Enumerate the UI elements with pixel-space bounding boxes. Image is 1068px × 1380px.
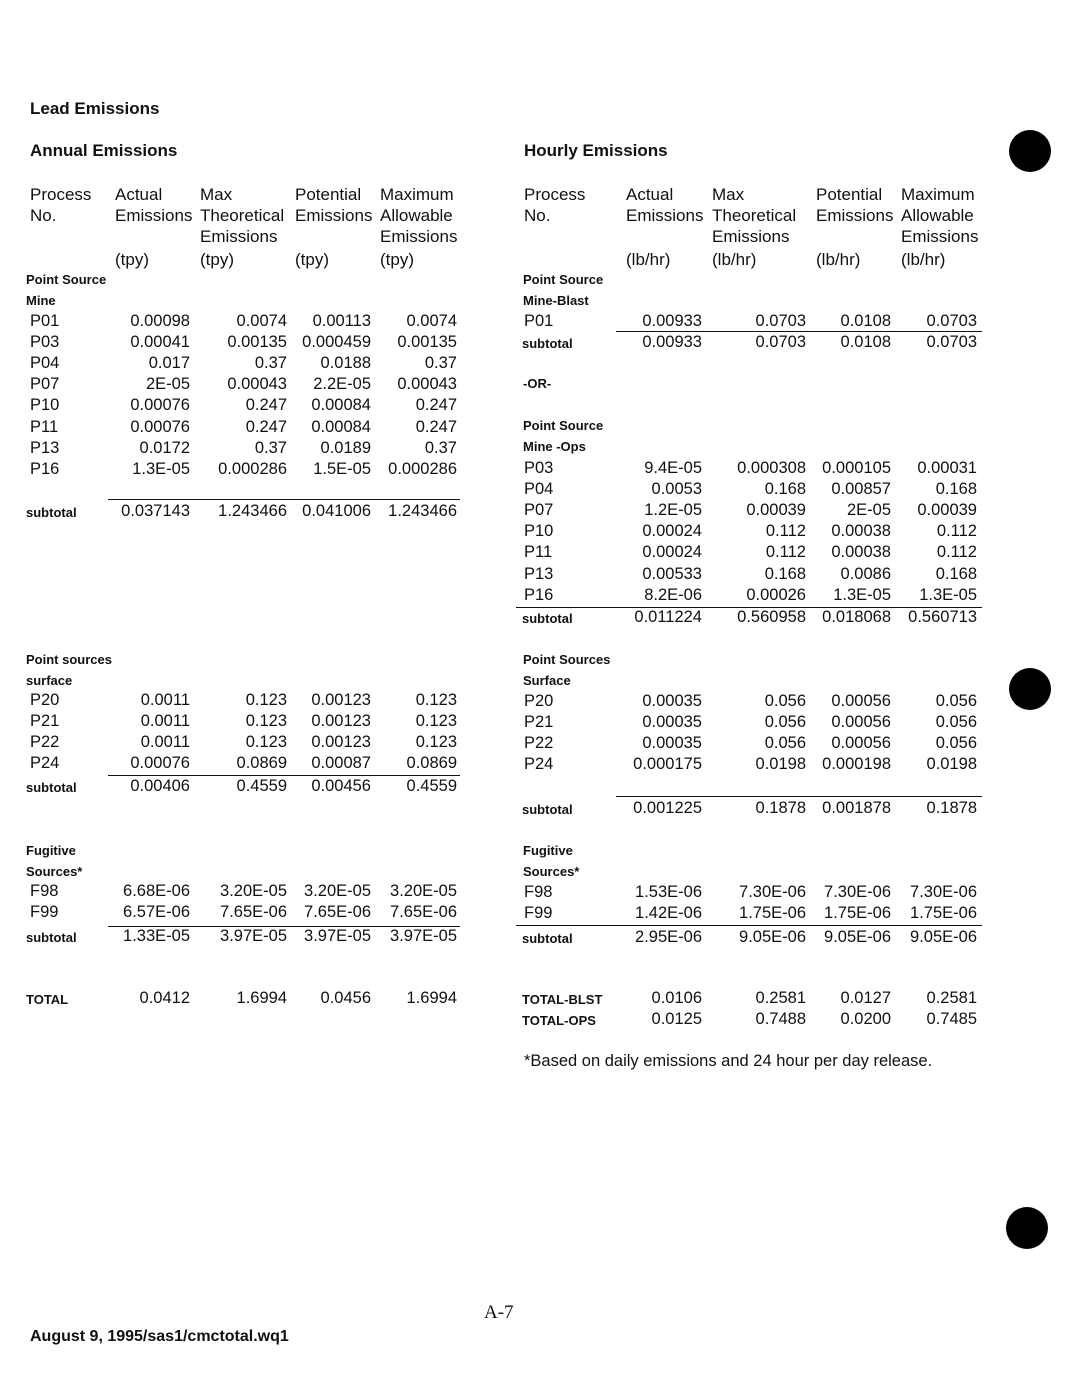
hourly-subtotal-value: 0.1878: [926, 799, 977, 817]
annual-header-col0-line0: Process: [30, 185, 92, 204]
hourly-header-col2-line1: Theoretical: [712, 206, 797, 225]
page-number: A-7: [484, 1302, 514, 1323]
hourly-subtotal-value: 0.0108: [840, 333, 891, 351]
hourly-row-id: P13: [524, 564, 554, 583]
hourly-row-value: 0.00038: [831, 522, 891, 541]
annual-header-col3-line3: (tpy): [295, 250, 329, 269]
page-title: Lead Emissions: [30, 99, 160, 118]
hourly-total-id: TOTAL-BLST: [522, 992, 603, 1007]
annual-row-value: 2.2E-05: [313, 375, 371, 394]
hourly-row-value: 0.112: [765, 543, 806, 562]
hourly-group-label: Mine-Blast: [523, 293, 589, 308]
hourly-header-col4-line1: Allowable: [901, 206, 974, 225]
annual-row-value: 1.5E-05: [313, 459, 371, 478]
hourly-header-col0-line0: Process: [524, 185, 586, 204]
annual-total-value: 0.0456: [320, 989, 371, 1007]
annual-subtotal-value: 0.00406: [130, 777, 190, 795]
annual-row-value: 0.0011: [140, 733, 190, 752]
hourly-heading: Hourly Emissions: [524, 141, 668, 160]
annual-row-value: 7.65E-06: [304, 903, 371, 922]
annual-total-id: TOTAL: [26, 992, 69, 1007]
hourly-total-value: 0.0106: [651, 989, 702, 1007]
annual-row-value: 0.247: [415, 396, 457, 415]
hourly-total-value: 0.2581: [755, 989, 806, 1007]
annual-header-col1-line0: Actual: [115, 185, 163, 204]
annual-header-col4-line1: Allowable: [380, 206, 453, 225]
hourly-header-col3-line3: (lb/hr): [816, 250, 861, 269]
hourly-header-col1-line0: Actual: [626, 185, 674, 204]
hourly-subtotal-value: 0.0703: [755, 333, 806, 351]
hourly-row-value: 0.000198: [822, 755, 891, 774]
hourly-row-value: 0.112: [936, 543, 977, 562]
annual-row-value: 0.247: [245, 417, 287, 436]
annual-row-value: 3.20E-05: [220, 882, 287, 900]
hourly-row-value: 1.75E-06: [739, 904, 806, 923]
annual-total-value: 0.0412: [139, 989, 190, 1007]
annual-row-id: P22: [30, 733, 60, 752]
hourly-subtotal-value: 9.05E-06: [824, 928, 891, 946]
annual-row-id: P04: [30, 354, 60, 373]
hourly-header-col0-line1: No.: [524, 206, 551, 225]
hourly-header-col3-line1: Emissions: [816, 206, 894, 225]
annual-row-value: 0.0011: [140, 691, 190, 709]
annual-group-label: Mine: [26, 293, 56, 308]
hourly-total-value: 0.0200: [840, 1010, 891, 1028]
annual-subtotal-id: subtotal: [26, 505, 77, 520]
hourly-header-col1-line1: Emissions: [626, 206, 704, 225]
annual-row-value: 0.37: [424, 354, 457, 373]
hourly-row-value: 1.53E-06: [635, 883, 702, 901]
hourly-row-id: P16: [524, 585, 554, 604]
footnote: *Based on daily emissions and 24 hour per day release.: [524, 1052, 933, 1070]
hourly-row-value: 7.30E-06: [739, 883, 806, 901]
annual-row-value: 1.3E-05: [132, 459, 190, 478]
annual-group-label: surface: [26, 673, 73, 688]
annual-row-value: 0.123: [245, 691, 287, 709]
hourly-row-id: P24: [524, 755, 554, 774]
hourly-subtotal-rule: [616, 331, 982, 332]
hourly-subtotal-value: 0.0703: [926, 333, 977, 351]
hourly-header-col4-line2: Emissions: [901, 227, 979, 246]
annual-subtotal-value: 0.4559: [236, 777, 287, 795]
annual-row-value: 0.00098: [130, 312, 190, 330]
hourly-row-value: 0.00056: [831, 734, 891, 753]
annual-row-value: 0.0869: [406, 754, 457, 773]
hourly-total-value: 0.0127: [840, 989, 891, 1007]
binder-hole: [1009, 668, 1051, 710]
hourly-total-value: 0.7485: [926, 1010, 977, 1028]
annual-row-value: 0.00123: [311, 691, 371, 709]
annual-row-value: 0.0172: [139, 438, 190, 457]
hourly-subtotal-value: 9.05E-06: [739, 928, 806, 946]
hourly-subtotal-value: 0.560958: [737, 608, 806, 626]
annual-subtotal-id: subtotal: [26, 930, 77, 945]
annual-header-col2-line0: Max: [200, 185, 233, 204]
hourly-header-col2-line0: Max: [712, 185, 745, 204]
annual-row-value: 0.00084: [311, 396, 371, 415]
annual-row-value: 0.247: [245, 396, 287, 415]
hourly-subtotal-id: subtotal: [522, 336, 573, 351]
hourly-group-label: Point Source: [523, 418, 604, 433]
annual-row-value: 0.00135: [227, 333, 287, 352]
hourly-subtotal-id: subtotal: [522, 802, 573, 817]
hourly-subtotal-rule: [516, 925, 982, 926]
hourly-subtotal-value: 0.011224: [634, 608, 702, 626]
hourly-total-value: 0.0125: [651, 1010, 702, 1028]
hourly-row-value: 0.00533: [642, 564, 702, 583]
hourly-row-value: 2E-05: [846, 501, 891, 520]
annual-row-value: 0.0011: [140, 712, 190, 731]
hourly-row-value: 0.168: [935, 564, 977, 583]
annual-row-value: 0.0188: [320, 354, 371, 373]
annual-row-id: P21: [30, 712, 60, 731]
annual-subtotal-value: 3.97E-05: [220, 927, 287, 945]
annual-row-value: 0.00076: [130, 417, 190, 436]
hourly-row-value: 0.00031: [917, 459, 977, 477]
annual-row-value: 3.20E-05: [390, 882, 457, 900]
hourly-row-id: P01: [524, 312, 554, 330]
annual-row-value: 0.00041: [130, 333, 190, 352]
hourly-subtotal-value: 0.018068: [822, 608, 891, 626]
hourly-group-label: Point Sources: [523, 652, 611, 667]
hourly-row-value: 0.00035: [642, 692, 702, 710]
hourly-row-value: 0.00024: [642, 543, 702, 562]
footer-file-reference: August 9, 1995/sas1/cmctotal.wq1: [30, 1328, 289, 1345]
hourly-row-value: 0.000308: [737, 459, 806, 477]
annual-header-col2-line2: Emissions: [200, 227, 278, 246]
annual-header-col4-line0: Maximum: [380, 185, 454, 204]
hourly-subtotal-value: 0.001878: [822, 799, 891, 817]
hourly-row-value: 1.75E-06: [910, 904, 977, 923]
annual-row-value: 0.000459: [302, 333, 371, 352]
hourly-row-value: 0.0198: [755, 755, 806, 774]
annual-subtotal-value: 0.00456: [311, 777, 371, 795]
hourly-row-id: P11: [524, 543, 553, 562]
annual-row-value: 0.00113: [312, 312, 371, 330]
annual-row-value: 0.37: [254, 354, 287, 373]
annual-row-value: 7.65E-06: [390, 903, 457, 922]
hourly-row-value: 0.0086: [840, 564, 891, 583]
annual-row-id: F98: [30, 882, 59, 900]
annual-subtotal-value: 1.243466: [218, 502, 287, 520]
binder-hole: [1009, 130, 1051, 172]
annual-row-value: 0.000286: [218, 459, 287, 478]
hourly-row-id: F98: [524, 883, 553, 901]
hourly-row-value: 0.00056: [831, 692, 891, 710]
hourly-row-value: 0.00933: [642, 312, 702, 330]
hourly-row-value: 0.168: [764, 564, 806, 583]
annual-subtotal-value: 3.97E-05: [304, 927, 371, 945]
hourly-row-value: 0.056: [764, 713, 806, 732]
annual-subtotal-value: 0.041006: [302, 502, 371, 520]
annual-row-id: P01: [30, 312, 60, 330]
hourly-row-value: 0.00035: [642, 713, 702, 732]
annual-row-value: 6.68E-06: [123, 882, 190, 900]
hourly-row-value: 0.056: [935, 734, 977, 753]
hourly-row-value: 7.30E-06: [910, 883, 977, 901]
annual-header-col2-line1: Theoretical: [200, 206, 285, 225]
hourly-header-col2-line3: (lb/hr): [712, 250, 757, 269]
hourly-row-value: 0.112: [765, 522, 806, 541]
annual-row-value: 7.65E-06: [220, 903, 287, 922]
annual-group-label: Point Source: [26, 272, 107, 287]
annual-total-value: 1.6994: [236, 989, 287, 1007]
annual-row-value: 0.0189: [320, 438, 371, 457]
annual-row-value: 0.00076: [130, 754, 190, 773]
hourly-row-value: 1.3E-05: [833, 585, 891, 604]
hourly-row-value: 0.00026: [746, 585, 806, 604]
hourly-row-value: 9.4E-05: [644, 459, 702, 477]
hourly-row-value: 0.112: [936, 522, 977, 541]
annual-row-id: P16: [30, 459, 60, 478]
annual-header-col1-line3: (tpy): [115, 250, 149, 269]
annual-row-value: 0.123: [415, 712, 457, 731]
annual-header-col3-line1: Emissions: [295, 206, 373, 225]
annual-row-value: 6.57E-06: [123, 903, 190, 922]
annual-row-value: 0.00084: [311, 417, 371, 436]
binder-hole: [1006, 1207, 1048, 1249]
annual-group-label: Sources*: [26, 864, 83, 879]
annual-row-value: 0.247: [415, 417, 457, 436]
hourly-subtotal-value: 0.00933: [642, 333, 702, 351]
hourly-group-label: -OR-: [523, 376, 552, 391]
hourly-group-label: Point Source: [523, 272, 604, 287]
hourly-subtotal-rule: [616, 796, 982, 797]
annual-row-value: 0.00087: [311, 754, 371, 773]
annual-row-id: P20: [30, 691, 60, 709]
annual-row-value: 0.37: [254, 438, 287, 457]
annual-row-id: P11: [30, 417, 59, 436]
annual-row-id: P10: [30, 396, 60, 415]
annual-row-id: P07: [30, 375, 60, 394]
hourly-row-value: 0.00857: [831, 480, 891, 499]
annual-row-value: 2E-05: [145, 375, 190, 394]
hourly-row-value: 0.00056: [831, 713, 891, 732]
annual-subtotal-id: subtotal: [26, 780, 77, 795]
hourly-header-col4-line3: (lb/hr): [901, 250, 946, 269]
hourly-row-value: 1.75E-06: [824, 904, 891, 923]
hourly-total-id: TOTAL-OPS: [522, 1013, 596, 1028]
annual-row-value: 0.00043: [397, 375, 457, 394]
hourly-row-value: 0.000105: [822, 459, 891, 477]
hourly-row-id: P07: [524, 501, 554, 520]
annual-row-value: 0.00043: [227, 375, 287, 394]
hourly-row-id: P21: [524, 713, 554, 732]
hourly-row-id: P04: [524, 480, 554, 499]
hourly-row-value: 0.00024: [642, 522, 702, 541]
hourly-row-id: P22: [524, 734, 554, 753]
annual-subtotal-value: 3.97E-05: [390, 927, 457, 945]
annual-subtotal-value: 1.243466: [388, 502, 457, 520]
hourly-row-value: 0.056: [764, 692, 806, 710]
annual-header-col4-line2: Emissions: [380, 227, 458, 246]
annual-subtotal-rule: [108, 499, 460, 500]
annual-row-id: P03: [30, 333, 60, 352]
hourly-header-col1-line3: (lb/hr): [626, 250, 671, 269]
annual-row-value: 0.37: [424, 438, 457, 457]
annual-row-value: 0.0869: [236, 754, 287, 773]
annual-row-value: 0.123: [245, 733, 287, 752]
hourly-subtotal-value: 0.1878: [755, 799, 806, 817]
hourly-row-value: 0.000175: [633, 755, 702, 774]
hourly-subtotal-value: 0.560713: [908, 608, 977, 626]
hourly-row-value: 1.42E-06: [635, 904, 702, 923]
annual-header-col1-line1: Emissions: [115, 206, 193, 225]
annual-group-label: Point sources: [26, 652, 112, 667]
annual-row-value: 0.000286: [388, 459, 457, 478]
annual-header-col3-line0: Potential: [295, 185, 362, 204]
annual-row-value: 0.00123: [311, 712, 371, 731]
annual-subtotal-value: 0.037143: [121, 502, 190, 520]
annual-subtotal-value: 1.33E-05: [123, 927, 190, 945]
hourly-total-value: 0.2581: [926, 989, 977, 1007]
hourly-group-label: Mine -Ops: [523, 439, 586, 454]
hourly-row-value: 0.00039: [917, 501, 977, 520]
annual-row-value: 0.123: [245, 712, 287, 731]
hourly-row-value: 0.056: [764, 734, 806, 753]
annual-row-value: 0.00076: [130, 396, 190, 415]
annual-subtotal-value: 0.4559: [406, 777, 457, 795]
hourly-row-value: 0.0703: [755, 312, 806, 330]
hourly-row-value: 1.2E-05: [644, 501, 702, 520]
hourly-row-value: 0.0703: [926, 312, 977, 330]
annual-group-label: Fugitive: [26, 843, 76, 858]
hourly-row-value: 1.3E-05: [919, 585, 977, 604]
annual-row-value: 0.0074: [406, 312, 457, 330]
hourly-row-value: 0.168: [935, 480, 977, 499]
annual-row-value: 0.017: [148, 354, 190, 373]
hourly-row-value: 0.056: [935, 692, 977, 710]
annual-heading: Annual Emissions: [30, 141, 178, 160]
hourly-subtotal-value: 2.95E-06: [635, 928, 702, 946]
hourly-row-value: 0.0198: [926, 755, 977, 774]
hourly-row-id: P20: [524, 692, 554, 710]
annual-row-id: P13: [30, 438, 60, 457]
annual-row-value: 3.20E-05: [304, 882, 371, 900]
annual-row-value: 0.123: [415, 691, 457, 709]
annual-row-id: F99: [30, 903, 59, 922]
hourly-row-value: 0.00038: [831, 543, 891, 562]
annual-row-id: P24: [30, 754, 60, 773]
hourly-group-label: Fugitive: [523, 843, 573, 858]
hourly-subtotal-value: 9.05E-06: [910, 928, 977, 946]
hourly-header-col4-line0: Maximum: [901, 185, 975, 204]
hourly-row-value: 0.0108: [840, 312, 891, 330]
hourly-subtotal-id: subtotal: [522, 611, 573, 626]
hourly-row-value: 0.168: [764, 480, 806, 499]
hourly-group-label: Surface: [523, 673, 571, 688]
hourly-row-value: 0.00035: [642, 734, 702, 753]
hourly-row-id: F99: [524, 904, 553, 923]
annual-header-col2-line3: (tpy): [200, 250, 234, 269]
hourly-row-value: 0.00039: [746, 501, 806, 520]
hourly-row-id: P10: [524, 522, 554, 541]
hourly-row-value: 8.2E-06: [644, 585, 702, 604]
hourly-group-label: Sources*: [523, 864, 580, 879]
hourly-subtotal-value: 0.001225: [633, 799, 702, 817]
annual-row-value: 0.0074: [236, 312, 287, 330]
hourly-header-col2-line2: Emissions: [712, 227, 790, 246]
annual-total-value: 1.6994: [406, 989, 457, 1007]
hourly-total-value: 0.7488: [755, 1010, 806, 1028]
annual-row-value: 0.00123: [311, 733, 371, 752]
annual-subtotal-rule: [108, 775, 460, 776]
annual-row-value: 0.00135: [397, 333, 457, 352]
hourly-row-value: 0.056: [935, 713, 977, 732]
hourly-row-value: 0.0053: [651, 480, 702, 499]
annual-header-col4-line3: (tpy): [380, 250, 414, 269]
hourly-row-value: 7.30E-06: [824, 883, 891, 901]
hourly-row-id: P03: [524, 459, 554, 477]
annual-row-value: 0.123: [415, 733, 457, 752]
hourly-subtotal-id: subtotal: [522, 931, 573, 946]
hourly-header-col3-line0: Potential: [816, 185, 883, 204]
annual-header-col0-line1: No.: [30, 206, 57, 225]
